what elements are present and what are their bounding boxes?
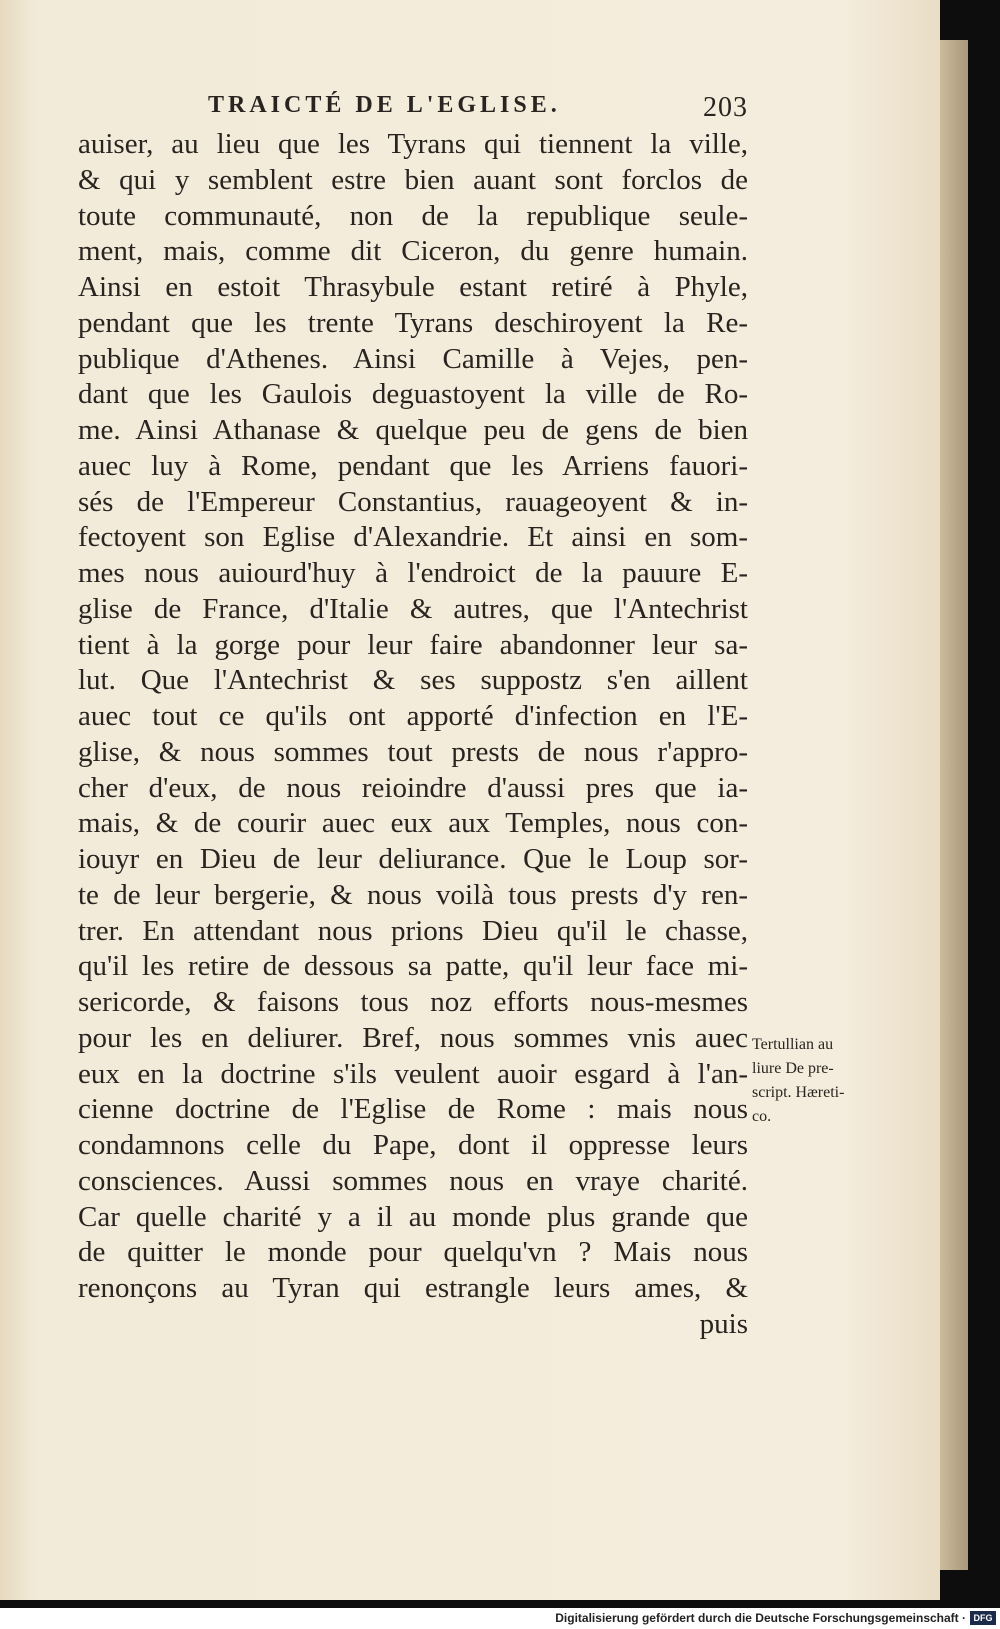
running-title: TRAICTÉ DE L'EGLISE. xyxy=(208,92,561,118)
text-line: glise, & nous sommes tout prests de nous r'appro- xyxy=(78,735,748,768)
text-line: cienne doctrine de l'Eglise de Rome : mais nous xyxy=(78,1093,748,1126)
text-line: condamnons celle du Pape, dont il oppresse leurs xyxy=(78,1129,748,1161)
text-line: sés de l'Empereur Constantius, rauageoyent & in- xyxy=(78,485,748,518)
text-line: Ainsi en estoit Thrasybule estant retiré à Phyle, xyxy=(78,271,748,303)
text-line: sericorde, & faisons tous noz efforts nous-mesmes xyxy=(78,986,748,1018)
body-text xyxy=(78,127,748,1343)
footer-bar xyxy=(0,1608,1000,1629)
text-line: qu'il les retire de dessous sa patte, qu'il leur face mi- xyxy=(78,950,748,983)
text-line: eux en la doctrine s'ils veulent auoir esgard à l'an- xyxy=(78,1057,748,1090)
page-number: 203 xyxy=(703,92,748,123)
funding-credit: Digitalisierung gefördert durch die Deutsche Forschungsgemeinschaft · xyxy=(555,1611,966,1625)
marginal-note-line: liure De pre- xyxy=(752,1060,834,1077)
text-line: mais, & de courir auec eux aux Temples, nous con- xyxy=(78,807,748,840)
text-line: toute communauté, non de la republique seule- xyxy=(78,199,748,232)
catchword: puis xyxy=(699,1307,748,1340)
text-line: fectoyent son Eglise d'Alexandrie. Et ainsi en som- xyxy=(78,521,748,554)
text-line: mes nous auiourd'huy à l'endroict de la pauure E- xyxy=(78,557,748,589)
text-line: te de leur bergerie, & nous voilà tous prests d'y ren- xyxy=(78,878,748,911)
page-header xyxy=(208,92,748,132)
dfg-logo: DFG xyxy=(970,1611,996,1625)
text-line: pour les en deliurer. Bref, nous sommes vnis auec xyxy=(78,1021,748,1054)
page-edge xyxy=(940,40,968,1570)
text-line: lut. Que l'Antechrist & ses suppostz s'en aillent xyxy=(78,664,748,697)
text-line: glise de France, d'Italie & autres, que l'Antechrist xyxy=(78,592,748,625)
text-line: pendant que les trente Tyrans deschiroyent la Re- xyxy=(78,306,748,339)
text-line: trer. En attendant nous prions Dieu qu'il le chasse, xyxy=(78,914,748,947)
text-line: consciences. Aussi sommes nous en vraye charité. xyxy=(78,1164,748,1197)
text-line: auiser, au lieu que les Tyrans qui tiennent la ville, xyxy=(78,128,748,160)
text-line: publique d'Athenes. Ainsi Camille à Vejes, pen- xyxy=(78,342,748,375)
text-line: cher d'eux, de nous reioindre d'aussi pres que ia- xyxy=(78,771,748,804)
text-line: de quitter le monde pour quelqu'vn ? Mais nous xyxy=(78,1236,748,1269)
marginal-note xyxy=(752,1033,892,1129)
marginal-note-line: Tertullian au xyxy=(752,1036,834,1053)
text-line: auec tout ce qu'ils ont apporté d'infection en l'E- xyxy=(78,700,748,732)
marginal-note-line: script. Hæreti- xyxy=(752,1084,845,1101)
text-line: & qui y semblent estre bien auant sont forclos de xyxy=(78,163,748,196)
text-line: dant que les Gaulois deguastoyent la ville de Ro- xyxy=(78,378,748,411)
marginal-note-line: co. xyxy=(752,1108,772,1125)
text-line: iouyr en Dieu de leur deliurance. Que le Loup sor- xyxy=(78,843,748,875)
text-line: auec luy à Rome, pendant que les Arriens fauori- xyxy=(78,449,748,482)
text-line: renonçons au Tyran qui estrangle leurs ames, & xyxy=(78,1272,748,1304)
text-line: ment, mais, comme dit Ciceron, du genre humain. xyxy=(78,235,748,268)
text-line: Car quelle charité y a il au monde plus grande que xyxy=(78,1200,748,1233)
text-line: tient à la gorge pour leur faire abandonner leur sa- xyxy=(78,628,748,661)
text-line: me. Ainsi Athanase & quelque peu de gens de bien xyxy=(78,414,748,446)
